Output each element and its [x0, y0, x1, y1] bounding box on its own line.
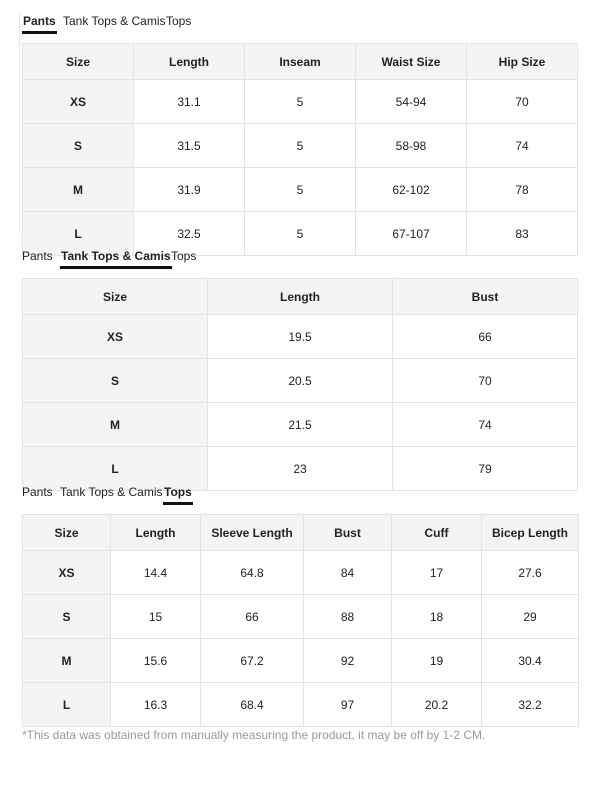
tab-pants[interactable]: Pants: [22, 485, 53, 499]
table-cell: 31.9: [134, 168, 245, 212]
table-cell: 5: [245, 168, 356, 212]
size-chart-tabs: [22, 481, 578, 507]
table-cell: 29: [482, 595, 579, 639]
column-header: Size: [23, 44, 134, 80]
left-divider: [19, 12, 20, 232]
size-cell: M: [23, 168, 134, 212]
tab-tops[interactable]: Tops: [171, 249, 197, 263]
table-cell: 66: [201, 595, 304, 639]
size-cell: M: [23, 403, 208, 447]
table-row: [23, 168, 578, 212]
size-cell: XS: [23, 315, 208, 359]
tab-pants[interactable]: Pants: [22, 249, 53, 263]
table-cell: 74: [393, 403, 578, 447]
measurement-disclaimer: *This data was obtained from manually measuring the product, it may be off by 1-2 CM.: [22, 728, 486, 742]
column-header: Cuff: [392, 515, 482, 551]
table-cell: 64.8: [201, 551, 304, 595]
column-header: Size: [23, 515, 111, 551]
tab-tops[interactable]: Tops: [166, 14, 192, 28]
table-cell: 68.4: [201, 683, 304, 727]
table-cell: 67-107: [356, 212, 467, 256]
table-row: [23, 403, 578, 447]
table-cell: 21.5: [208, 403, 393, 447]
tab-tank-tops-camis[interactable]: Tank Tops & Camis: [61, 249, 171, 263]
column-header: Hip Size: [467, 44, 578, 80]
table-cell: 20.5: [208, 359, 393, 403]
table-cell: 16.3: [111, 683, 201, 727]
column-header: Inseam: [245, 44, 356, 80]
table-cell: 14.4: [111, 551, 201, 595]
tops-size-chart: [22, 481, 578, 727]
tab-tank-tops-camis[interactable]: Tank Tops & Camis: [63, 14, 166, 28]
pants-size-table: [22, 43, 578, 256]
table-cell: 27.6: [482, 551, 579, 595]
table-row: [23, 595, 579, 639]
tank-size-chart: [22, 245, 578, 491]
size-chart-tabs: [22, 245, 578, 271]
table-row: [23, 359, 578, 403]
column-header: Length: [134, 44, 245, 80]
column-header: Bust: [393, 279, 578, 315]
table-row: [23, 551, 579, 595]
column-header: Length: [111, 515, 201, 551]
size-cell: S: [23, 595, 111, 639]
table-cell: 70: [467, 80, 578, 124]
table-cell: 67.2: [201, 639, 304, 683]
table-cell: 23: [208, 447, 393, 491]
size-cell: XS: [23, 551, 111, 595]
table-cell: 97: [304, 683, 392, 727]
table-cell: 19.5: [208, 315, 393, 359]
table-cell: 18: [392, 595, 482, 639]
table-row: [23, 639, 579, 683]
size-cell: M: [23, 639, 111, 683]
table-cell: 79: [393, 447, 578, 491]
column-header: Size: [23, 279, 208, 315]
table-cell: 17: [392, 551, 482, 595]
size-cell: L: [23, 212, 134, 256]
table-cell: 92: [304, 639, 392, 683]
table-cell: 62-102: [356, 168, 467, 212]
column-header: Sleeve Length: [201, 515, 304, 551]
table-cell: 32.5: [134, 212, 245, 256]
table-cell: 31.1: [134, 80, 245, 124]
tab-tank-tops-camis[interactable]: Tank Tops & Camis: [60, 485, 163, 499]
table-row: [23, 315, 578, 359]
size-cell: L: [23, 683, 111, 727]
table-header-row: [23, 44, 578, 80]
table-cell: 54-94: [356, 80, 467, 124]
table-header-row: [23, 515, 579, 551]
table-cell: 20.2: [392, 683, 482, 727]
table-cell: 31.5: [134, 124, 245, 168]
table-cell: 88: [304, 595, 392, 639]
table-cell: 19: [392, 639, 482, 683]
table-cell: 32.2: [482, 683, 579, 727]
table-cell: 58-98: [356, 124, 467, 168]
column-header: Bicep Length: [482, 515, 579, 551]
table-cell: 15.6: [111, 639, 201, 683]
table-cell: 83: [467, 212, 578, 256]
tab-pants[interactable]: Pants: [23, 14, 56, 28]
column-header: Waist Size: [356, 44, 467, 80]
table-cell: 5: [245, 124, 356, 168]
column-header: Bust: [304, 515, 392, 551]
size-cell: L: [23, 447, 208, 491]
table-cell: 30.4: [482, 639, 579, 683]
table-cell: 78: [467, 168, 578, 212]
pants-size-chart: [22, 10, 578, 256]
table-cell: 5: [245, 80, 356, 124]
table-row: [23, 80, 578, 124]
table-cell: 84: [304, 551, 392, 595]
size-chart-tabs: [22, 10, 578, 36]
tab-tops[interactable]: Tops: [164, 485, 192, 499]
table-cell: 66: [393, 315, 578, 359]
size-cell: S: [23, 359, 208, 403]
table-row: [23, 124, 578, 168]
table-cell: 70: [393, 359, 578, 403]
table-cell: 5: [245, 212, 356, 256]
tank-size-table: [22, 278, 578, 491]
size-cell: S: [23, 124, 134, 168]
table-cell: 74: [467, 124, 578, 168]
tops-size-table: [22, 514, 579, 727]
table-header-row: [23, 279, 578, 315]
column-header: Length: [208, 279, 393, 315]
size-cell: XS: [23, 80, 134, 124]
table-row: [23, 683, 579, 727]
table-cell: 15: [111, 595, 201, 639]
